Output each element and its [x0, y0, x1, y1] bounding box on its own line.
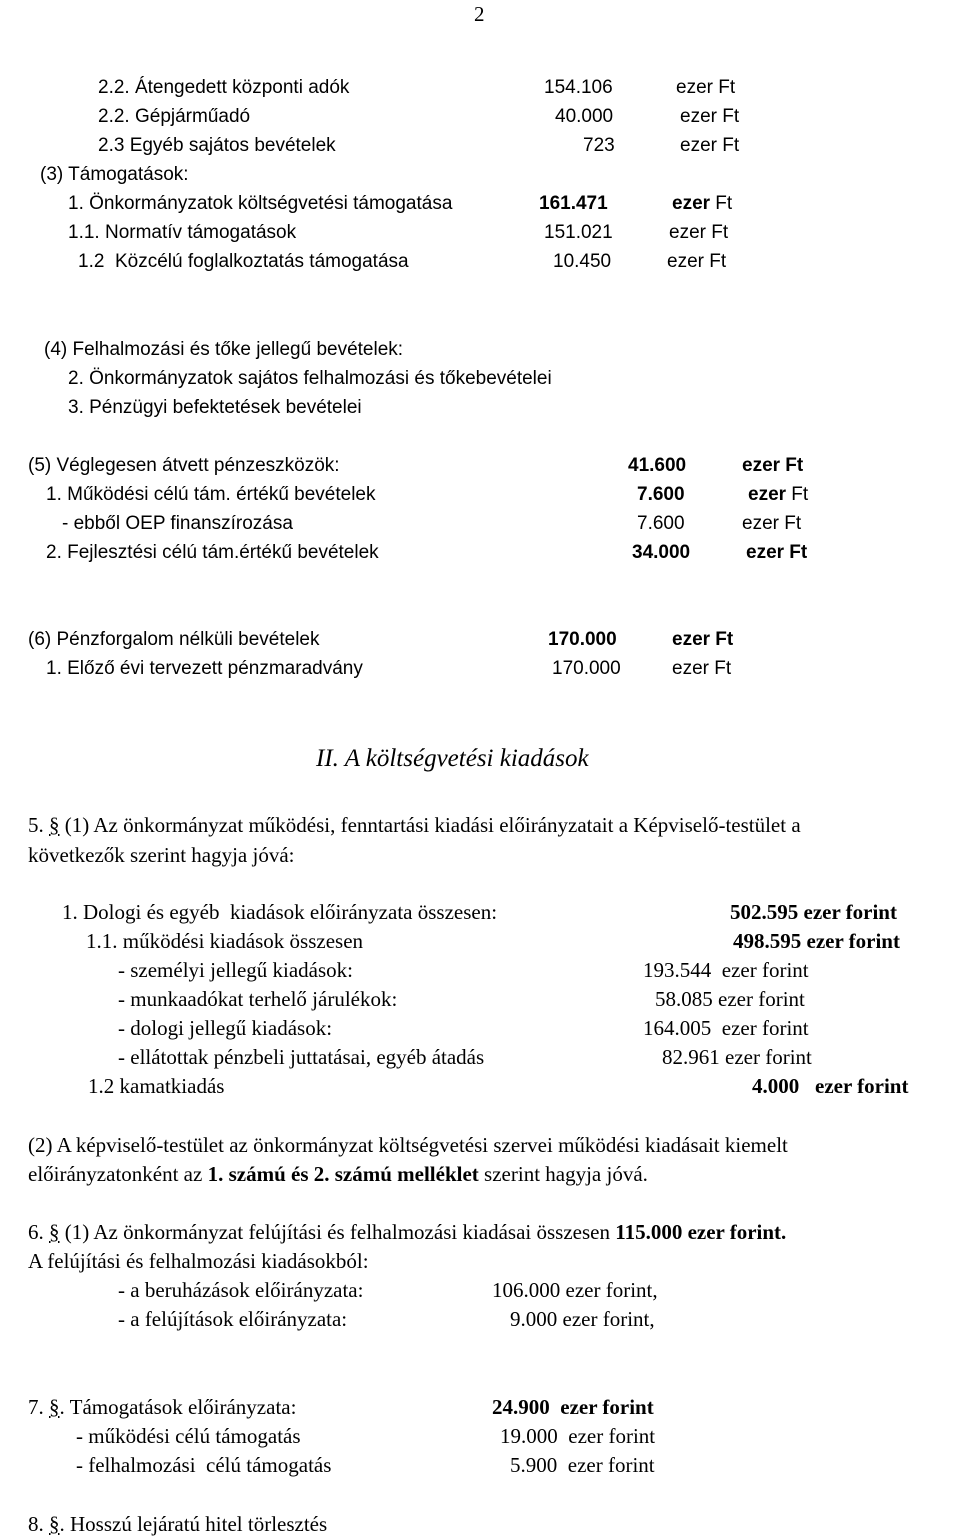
row-value: 41.600: [628, 455, 687, 476]
row-unit: [672, 194, 732, 213]
unit-bold: ezer: [748, 484, 787, 505]
unit-rest: Ft: [710, 193, 733, 214]
row-label: 1. Előző évi tervezett pénzmaradvány: [46, 658, 363, 679]
item-value: 5.900 ezer forint: [510, 1453, 655, 1477]
item-value: 9.000 ezer forint,: [510, 1307, 655, 1331]
row-value: 10.450: [553, 251, 612, 272]
section-heading: (5) Véglegesen átvett pénzeszközök:: [28, 455, 340, 476]
paragraph-line: előirányzatonként az: [28, 1162, 208, 1186]
paragraph-text: [28, 1514, 327, 1535]
row-unit: ezer Ft: [672, 629, 734, 650]
row-value: 170.000: [548, 629, 617, 650]
expense-value: 82.961 ezer forint: [662, 1045, 812, 1069]
row-unit: ezer Ft: [746, 542, 808, 563]
paragraph-line: . Hosszú lejáratú hitel törlesztés: [59, 1512, 328, 1536]
row-unit: [748, 485, 808, 504]
paragraph-text: [28, 815, 801, 836]
expense-label: - munkaadókat terhelő járulékok:: [118, 987, 398, 1011]
row-value: 161.471: [539, 193, 608, 214]
expense-value: 58.085 ezer forint: [655, 987, 805, 1011]
paragraph-line: . Támogatások előirányzata:: [59, 1395, 297, 1419]
paragraph-line: következők szerint hagyja jóvá:: [28, 843, 295, 867]
row-label: 1.2 Közcélú foglalkoztatás támogatása: [78, 251, 409, 272]
item-label: - a beruházások előirányzata:: [118, 1278, 364, 1302]
item-label: - felhalmozási célú támogatás: [76, 1453, 332, 1477]
item-value: 106.000 ezer forint,: [492, 1278, 658, 1302]
expense-value: 4.000 ezer forint: [752, 1074, 909, 1098]
expense-value: 498.595 ezer forint: [733, 929, 900, 953]
section-heading: (3) Támogatások:: [40, 164, 189, 185]
section-symbol: §: [49, 1220, 60, 1244]
row-value: 151.021: [544, 222, 613, 243]
row-label: - ebből OEP finanszírozása: [62, 513, 293, 534]
paragraph-line: (1) Az önkormányzat felújítási és felhalmozási kiadásai összesen: [59, 1220, 616, 1244]
unit-rest: Ft: [786, 484, 809, 505]
row-unit: ezer Ft: [676, 77, 736, 98]
row-value: 7.600: [637, 484, 685, 505]
row-value: 170.000: [552, 658, 621, 679]
annex-reference: 1. számú és 2. számú melléklet: [207, 1162, 479, 1186]
row-unit: ezer Ft: [667, 251, 727, 272]
expense-label: - dologi jellegű kiadások:: [118, 1016, 333, 1040]
paragraph-text: [28, 1164, 648, 1185]
page-number: 2: [474, 2, 485, 26]
item-label: - működési célú támogatás: [76, 1424, 301, 1448]
paragraph-line: szerint hagyja jóvá.: [478, 1162, 648, 1186]
row-label: 1. Önkormányzatok költségvetési támogatása: [68, 193, 453, 214]
row-unit: ezer Ft: [669, 222, 729, 243]
paragraph-line: (2) A képviselő-testület az önkormányzat költségvetési szervei működési kiadásait kiemelt: [28, 1133, 788, 1157]
row-value: 154.106: [544, 77, 613, 98]
row-unit: ezer Ft: [672, 658, 732, 679]
expense-label: - személyi jellegű kiadások:: [118, 958, 354, 982]
row-label: 2. Fejlesztési célú tám.értékű bevételek: [46, 542, 379, 563]
row-value: 723: [583, 135, 615, 156]
expense-label: - ellátottak pénzbeli juttatásai, egyéb átadás: [118, 1045, 485, 1069]
total-amount: 115.000 ezer forint.: [615, 1220, 787, 1244]
item-value: 19.000 ezer forint: [500, 1424, 656, 1448]
row-label: 1. Működési célú tám. értékű bevételek: [46, 484, 376, 505]
unit-bold: ezer: [672, 193, 711, 214]
section-symbol: §: [49, 1512, 60, 1536]
row-unit: ezer Ft: [742, 455, 804, 476]
list-item: 2. Önkormányzatok sajátos felhalmozási és tőkebevételei: [68, 368, 552, 389]
paragraph-line: A felújítási és felhalmozási kiadásokból:: [28, 1249, 369, 1273]
row-label: 2.2. Gépjárműadó: [98, 106, 251, 127]
row-value: 7.600: [637, 513, 685, 534]
expense-label: 1.1. működési kiadások összesen: [86, 929, 364, 953]
section-heading: (4) Felhalmozási és tőke jellegű bevételek:: [44, 339, 404, 360]
paragraph-number: 5.: [28, 813, 44, 837]
row-value: 34.000: [632, 542, 691, 563]
section-title: II. A költségvetési kiadások: [316, 745, 589, 772]
expense-value: 164.005 ezer forint: [643, 1016, 809, 1040]
row-label: 2.3 Egyéb sajátos bevételek: [98, 135, 336, 156]
section-symbol: §: [49, 1395, 60, 1419]
item-label: - a felújítások előirányzata:: [118, 1307, 348, 1331]
paragraph-number: 7.: [28, 1395, 44, 1419]
expense-value: 193.544 ezer forint: [643, 958, 809, 982]
row-unit: ezer Ft: [742, 513, 802, 534]
expense-label: 1.2 kamatkiadás: [88, 1074, 225, 1098]
expense-label: 1. Dologi és egyéb kiadások előirányzata összesen:: [62, 900, 498, 924]
expense-value: 502.595 ezer forint: [730, 900, 897, 924]
paragraph-text: [28, 1222, 786, 1243]
row-label: 1.1. Normatív támogatások: [68, 222, 297, 243]
paragraph-number: 6.: [28, 1220, 44, 1244]
row-label: 2.2. Átengedett központi adók: [98, 77, 350, 98]
list-item: 3. Pénzügyi befektetések bevételei: [68, 397, 362, 418]
row-unit: ezer Ft: [680, 106, 740, 127]
row-value: 40.000: [555, 106, 614, 127]
row-unit: ezer Ft: [680, 135, 740, 156]
section-symbol: §: [49, 813, 60, 837]
paragraph-number: 8.: [28, 1512, 44, 1536]
paragraph-text: [28, 1397, 296, 1418]
section-heading: (6) Pénzforgalom nélküli bevételek: [28, 629, 320, 650]
item-value: 24.900 ezer forint: [492, 1395, 654, 1419]
paragraph-line: (1) Az önkormányzat működési, fenntartási kiadási előirányzatait a Képviselő-testület a: [59, 813, 801, 837]
